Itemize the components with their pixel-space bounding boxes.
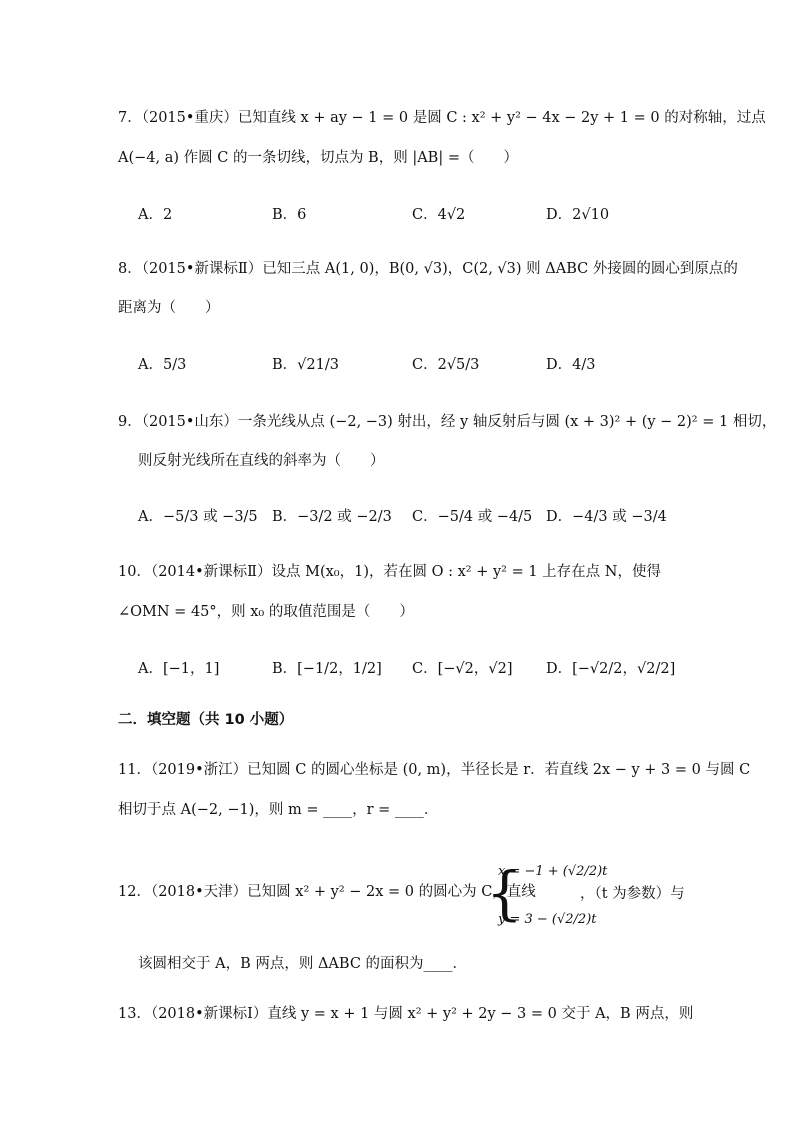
- q7-choice-c: C．4√2: [412, 207, 466, 223]
- brace-icon: {: [486, 859, 523, 927]
- q9-line-1: 9．（2015•山东）一条光线从点 (−2, −3) 射出，经 y 轴反射后与圆 (x + 3)² + (y − 2)² = 1 相切，: [118, 414, 777, 430]
- q8-choice-c: C．2√5/3: [412, 357, 480, 373]
- q7-choice-a: A．2: [138, 207, 173, 223]
- q8-choice-d: D．4/3: [546, 357, 596, 373]
- q9-choice-b: B．−3/2 或 −2/3: [272, 509, 392, 525]
- q10-choice-b: B．[−1/2，1/2]: [272, 661, 382, 677]
- q7-line-1: 7．（2015•重庆）已知直线 x + ay − 1 = 0 是圆 C : x² + y² − 4x − 2y + 1 = 0 的对称轴，过点: [118, 110, 766, 126]
- q9-choice-d: D．−4/3 或 −3/4: [546, 509, 667, 525]
- q8-line-2: 距离为（ ）: [118, 300, 220, 316]
- param-eq-x: x = −1 + (√2/2)t: [498, 864, 608, 879]
- parametric-system: [486, 858, 608, 938]
- q10-line-1: 10．（2014•新课标Ⅱ）设点 M(x₀，1)，若在圆 O : x² + y² = 1 上存在点 N，使得: [118, 564, 661, 580]
- q9-choice-c: C．−5/4 或 −4/5: [412, 509, 533, 525]
- q7-line-2: A(−4, a) 作圆 C 的一条切线，切点为 B，则 |AB| =（ ）: [118, 150, 518, 166]
- q8-choice-a: A．5/3: [138, 357, 187, 373]
- q7-choice-d: D．2√10: [546, 207, 610, 223]
- q9-choice-a: A．−5/3 或 −3/5: [138, 509, 258, 525]
- q8-choices: [138, 354, 698, 388]
- q12-param-note: ，（t 为参数）与: [580, 886, 685, 902]
- q8-line-1: 8．（2015•新课标Ⅱ）已知三点 A(1, 0)，B(0, √3)，C(2, √3) 则 ΔABC 外接圆的圆心到原点的: [118, 261, 738, 277]
- param-eq-y: y = 3 − (√2/2)t: [498, 912, 597, 927]
- q10-choices: [138, 658, 698, 692]
- q12-line-2: 该圆相交于 A，B 两点，则 ΔABC 的面积为____．: [138, 956, 468, 972]
- q7-choice-b: B．6: [272, 207, 307, 223]
- q7-choices: [138, 204, 698, 238]
- q12-line-1: 12．（2018•天津）已知圆 x² + y² − 2x = 0 的圆心为 C，直线: [118, 884, 536, 900]
- q9-choices: [138, 506, 698, 540]
- q13-line-1: 13．（2018•新课标Ⅰ）直线 y = x + 1 与圆 x² + y² + 2y − 3 = 0 交于 A，B 两点，则: [118, 1006, 694, 1022]
- q11-line-2: 相切于点 A(−2, −1)，则 m = ____，r = ____．: [118, 802, 439, 818]
- q9-line-2: 则反射光线所在直线的斜率为（ ）: [138, 453, 385, 469]
- q10-choice-c: C．[−√2，√2]: [412, 661, 513, 677]
- q8-choice-b: B．√21/3: [272, 357, 339, 373]
- q11-line-1: 11．（2019•浙江）已知圆 C 的圆心坐标是 (0, m)，半径长是 r．若直线 2x − y + 3 = 0 与圆 C: [118, 762, 751, 778]
- section-heading: 二．填空题（共 10 小题）: [118, 712, 294, 728]
- q10-choice-a: A．[−1，1]: [138, 661, 220, 677]
- q10-line-2: ∠OMN = 45°，则 x₀ 的取值范围是（ ）: [118, 604, 414, 620]
- q10-choice-d: D．[−√2/2，√2/2]: [546, 661, 676, 677]
